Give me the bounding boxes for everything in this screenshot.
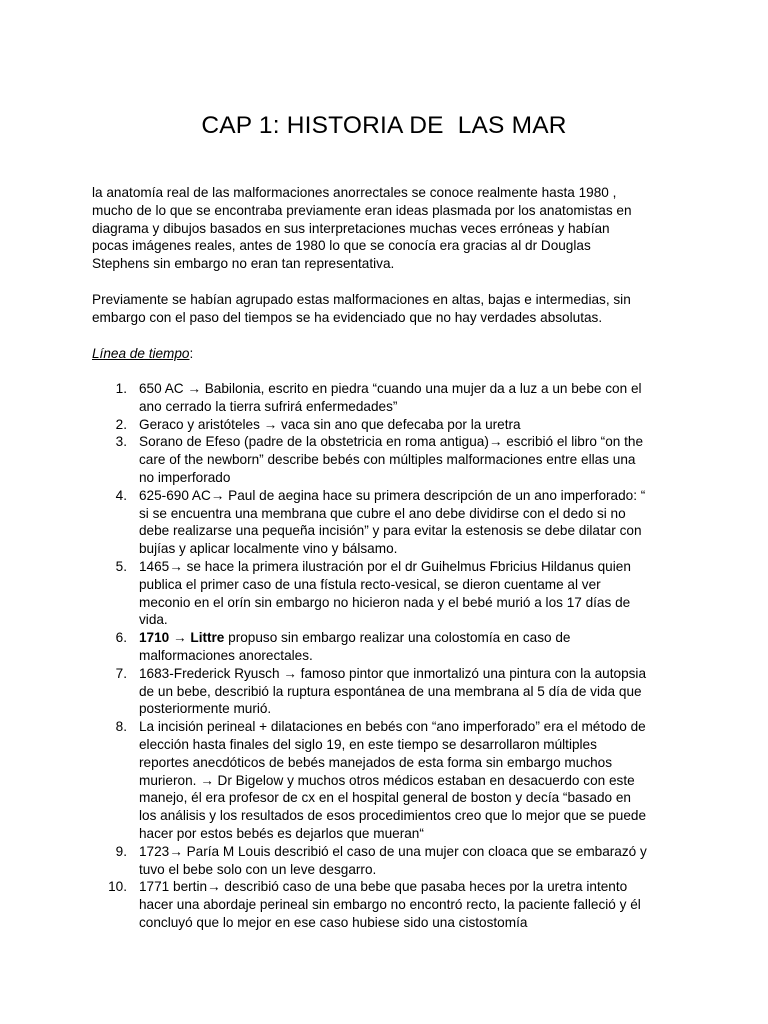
list-item-text: La incisión perineal + dilataciones en bebés con “ano imperforado” era el método de elección hasta finales del siglo 19, en este tiempo se desarrollaron múltiples reportes anecdóticos de bebés manejados de esta forma sin embargo muchos murieron. → Dr Bigelow y muchos otros médicos estaban en desacuerdo con este manejo, él era profesor de cx en el hospital general de boston y decía “basado en los análisis y los resultados de esos procedimientos creo que lo mejor que se puede hacer por estos bebés es dejarlos que mueran“ [139, 719, 647, 841]
list-item [92, 433, 682, 486]
timeline-list [92, 380, 682, 932]
list-item [92, 878, 682, 931]
list-item [92, 665, 682, 718]
list-item-text: 1465→ se hace la primera ilustración por el dr Guihelmus Fbricius Hildanus quien publica el primer caso de una fístula recto-vesical, se dieron cuentame al ver meconio en el orín sin embargo no hicieron nada y el bebé murió a los 17 días de vida. [139, 558, 631, 628]
list-item-number: 9. [115, 843, 127, 859]
list-item [92, 380, 682, 416]
list-item [92, 843, 682, 879]
timeline-heading-label: Línea de tiempo [92, 346, 190, 361]
timeline-heading-colon: : [189, 346, 194, 361]
list-item-text: Sorano de Efeso (padre de la obstetricia en roma antigua)→ escribió el libro “on the care of the newborn” describe bebés con múltiples malformaciones entre ellas una no imperforado [139, 434, 644, 485]
list-item-bold-text: 1710 → Littre [139, 630, 225, 646]
list-item-text: 625-690 AC→ Paul de aegina hace su primera descripción de un ano imperforado: “ si se encuentra una membrana que cubre el ano debe dividirse con el dedo si no debe realizarse una pequeña incisión” y para evitar la estenosis se debe dilatar con bujías y aplicar localmente vino y bálsamo. [139, 487, 646, 557]
list-item-number: 8. [115, 719, 127, 735]
list-item [92, 718, 682, 843]
classification-paragraph: Previamente se habían agrupado estas malformaciones en altas, bajas e intermedias, sin embargo con el paso del tiempos se ha evidenciado que no hay verdades absolutas. [92, 292, 631, 325]
list-item [92, 487, 682, 558]
list-item-number: 4. [115, 487, 127, 503]
page-title: CAP 1: HISTORIA DE LAS MAR [201, 112, 567, 139]
list-item [92, 629, 682, 665]
intro-paragraph: la anatomía real de las malformaciones anorrectales se conoce realmente hasta 1980 , mucho de lo que se encontraba previamente eran ideas plasmada por los anatomistas en diagrama y dibujos basados en sus interpretaciones muchas veces erróneas y habían pocas imágenes reales, antes de 1980 lo que se conocía era gracias al dr Douglas Stephens sin embargo no eran tan representativa. [92, 185, 632, 272]
list-item-text: 1683-Frederick Ryusch → famoso pintor que inmortalizó una pintura con la autopsia de un bebe, describió la ruptura espontánea de una membrana al 5 día de vida que posteriormente murió. [139, 665, 647, 717]
list-item-number: 1. [115, 381, 127, 396]
list-item-number: 7. [115, 665, 127, 681]
timeline-heading [92, 345, 193, 363]
list-item-number: 10. [108, 879, 127, 895]
list-item-text: 1771 bertin→ describió caso de una bebe que pasaba heces por la uretra intento hacer una abordaje perineal sin embargo no encontró recto, la paciente falleció y él concluyó que lo mejor en ese caso hubiese sido una cistostomía [139, 879, 641, 930]
list-item [92, 416, 682, 434]
list-item [92, 558, 682, 629]
list-item-text: 650 AC → Babilonia, escrito en piedra “cuando una mujer da a luz a un bebe con el ano cerrado la tierra sufrirá enfermedades” [139, 381, 642, 414]
list-item-number: 3. [115, 434, 127, 450]
list-item-number: 6. [115, 630, 127, 646]
list-item-number: 5. [115, 558, 127, 574]
list-item-text: propuso sin embargo realizar una colostomía en caso de malformaciones anorectales. [139, 630, 571, 663]
list-item-text: Geraco y aristóteles → vaca sin ano que defecaba por la uretra [139, 416, 521, 432]
list-item-number: 2. [115, 416, 127, 432]
list-item-text: 1723→ Paría M Louis describió el caso de una mujer con cloaca que se embarazó y tuvo el bebe solo con un leve desgarro. [139, 843, 647, 877]
